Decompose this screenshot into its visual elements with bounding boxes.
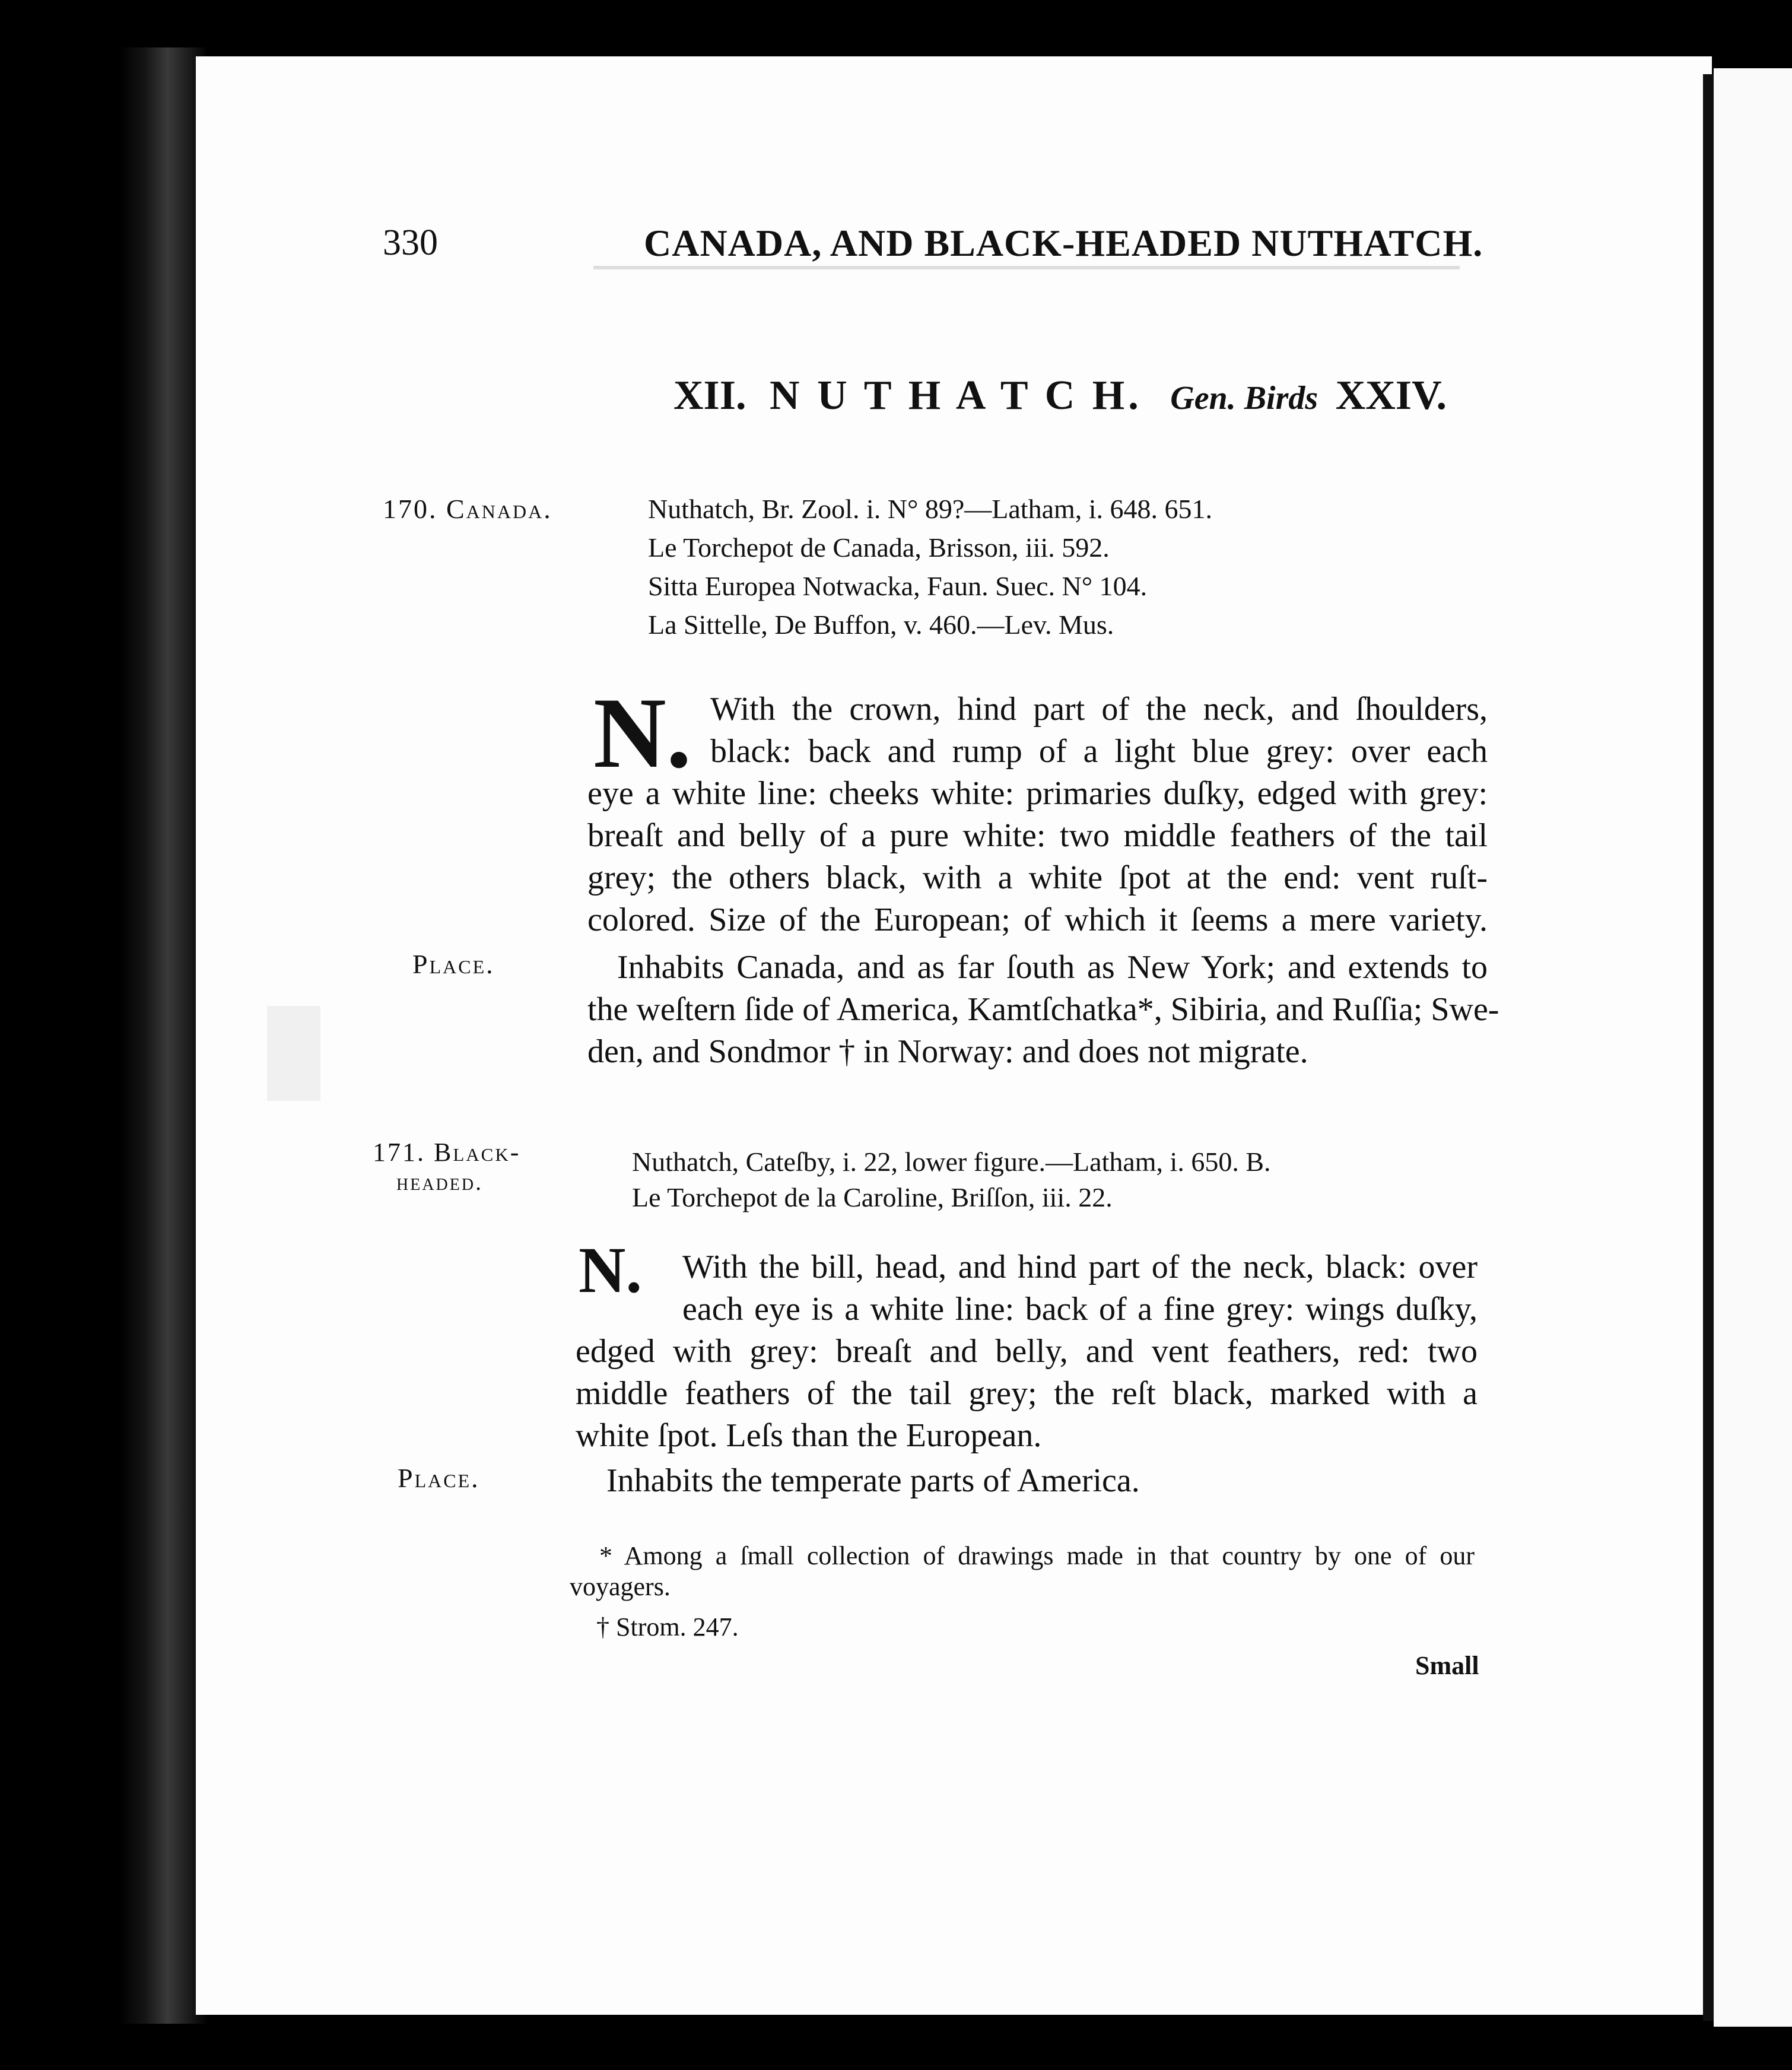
book-spine-shadow: [119, 47, 208, 2024]
text-line: den, and Sondmor † in Norway: and does not migrate.: [587, 1033, 1308, 1070]
text-line: With the bill, head, and hind part of the neck, black: over: [682, 1249, 1478, 1285]
genus-reference: Gen. Birds: [1170, 380, 1318, 417]
footnote: voyagers.: [570, 1572, 671, 1601]
text-line: Inhabits Canada, and as far ſouth as New York; and extends to: [617, 949, 1488, 986]
entry-label: headed.: [396, 1169, 484, 1195]
text-line: the weſtern ſide of America, Kamtſchatka*, Sibiria, and Ruſſia; Swe-: [587, 991, 1499, 1028]
text-line: each eye is a white line: back of a fine grey: wings duſky,: [682, 1291, 1478, 1328]
page-number: 330: [383, 223, 438, 263]
place-paragraph: [617, 947, 1488, 989]
description-paragraph: [682, 1246, 1478, 1331]
section-title: N U T H A T C H.: [770, 373, 1142, 418]
place-paragraph: [606, 1460, 1478, 1502]
text-line: colored. Size of the European; of which it ſeems a mere variety.: [587, 901, 1488, 938]
text-line: breaſt and belly of a pure white: two middle feathers of the tail: [587, 817, 1488, 854]
section-heading: [673, 375, 1447, 417]
synonym-line: La Sittelle, De Buffon, v. 460.—Lev. Mus.: [648, 609, 1114, 640]
description-paragraph: [710, 688, 1488, 773]
text-line: With the crown, hind part of the neck, and ſhoulders,: [710, 691, 1488, 728]
synonym-line: Le Torchepot de la Caroline, Briſſon, iii. 22.: [632, 1182, 1113, 1212]
page-gutter-edge: [1703, 74, 1714, 2021]
page-stain: [267, 1006, 320, 1101]
text-line: grey; the others black, with a white ſpot at the end: vent ruſt-: [587, 859, 1488, 896]
synonym-line: Sitta Europea Notwacka, Faun. Suec. N° 104.: [648, 571, 1148, 601]
text-line: Inhabits the temperate parts of America.: [606, 1462, 1140, 1499]
catchword: Small: [1415, 1651, 1479, 1680]
genus-number: XXIV.: [1335, 373, 1447, 418]
text-line: edged with grey: breaſt and belly, and vent feathers, red: two: [576, 1333, 1478, 1370]
running-head: CANADA, AND BLACK-HEADED NUTHATCH.: [644, 222, 1483, 264]
synonym-line: Le Torchepot de Canada, Brisson, iii. 592.: [648, 532, 1110, 563]
text-line: eye a white line: cheeks white: primaries duſky, edged with grey:: [587, 775, 1488, 812]
description-paragraph-cont: [576, 1331, 1478, 1457]
place-label: Place.: [412, 949, 495, 979]
description-paragraph-cont: [587, 773, 1488, 941]
show-through-line: [593, 266, 1460, 269]
text-line: black: back and rump of a light blue grey: over each: [710, 733, 1488, 770]
drop-cap: N.: [579, 1234, 642, 1306]
entry-label: 170. Canada.: [383, 494, 552, 524]
text-line: white ſpot. Leſs than the European.: [576, 1417, 1042, 1454]
entry-label: 171. Black-: [373, 1138, 521, 1167]
place-label: Place.: [398, 1463, 480, 1493]
section-number: XII.: [673, 373, 746, 418]
footnote: * Among a ſmall collection of drawings made in that country by one of our: [599, 1541, 1475, 1570]
footnote: † Strom. 247.: [596, 1612, 739, 1642]
drop-cap: N.: [593, 677, 692, 789]
synonym-line: Nuthatch, Br. Zool. i. N° 89?—Latham, i. 648. 651.: [648, 494, 1213, 524]
synonym-line: Nuthatch, Cateſby, i. 22, lower figure.—Latham, i. 650. B.: [632, 1147, 1271, 1177]
facing-page-edge: [1714, 68, 1792, 2027]
place-paragraph-cont: [587, 989, 1499, 1073]
text-line: middle feathers of the tail grey; the reſt black, marked with a: [576, 1375, 1478, 1412]
